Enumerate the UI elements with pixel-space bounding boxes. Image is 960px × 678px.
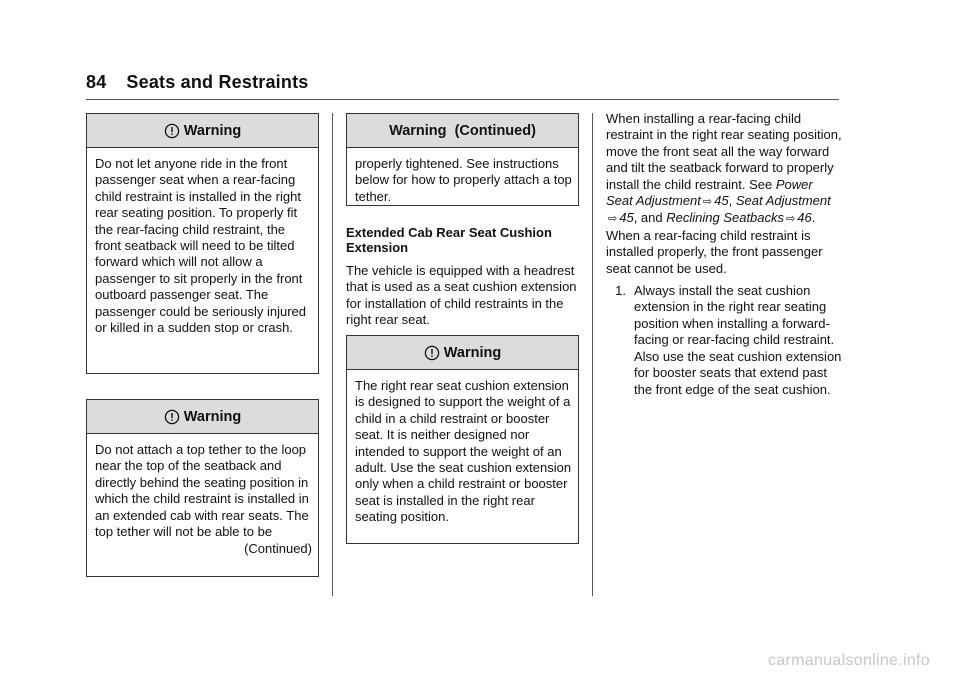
warning-body: properly tightened. See instructions below for how to properly attach a top tether. bbox=[355, 156, 572, 204]
warning-icon bbox=[164, 409, 180, 425]
ref-arrow-icon: ⇨ bbox=[608, 213, 618, 226]
intro-text: When installing a rear-facing child restraint in the right rear seating position, move the front seat all the way forward and tilt the seatback forward to properly install the child restraint. See bbox=[606, 111, 842, 192]
after-text: When a rear-facing child restraint is installed properly, the front passenger seat cannot be used. bbox=[606, 227, 823, 276]
ref-link-power-seat[interactable]: Power Seat Adjustment bbox=[606, 176, 813, 209]
ref-page-3[interactable]: 46 bbox=[797, 210, 812, 226]
page-header bbox=[86, 72, 309, 93]
warning-box-top-tether bbox=[86, 399, 319, 577]
page-number: 84 bbox=[86, 72, 107, 92]
section-paragraph: The vehicle is equipped with a headrest that is used as a seat cushion extension for installation of child restraints in the right rear seat. bbox=[346, 263, 577, 328]
column-divider-2 bbox=[592, 113, 593, 596]
ref-link-seat-adjustment[interactable]: Seat Adjustment bbox=[735, 193, 831, 209]
header-rule bbox=[86, 99, 839, 100]
warning-icon bbox=[424, 345, 440, 361]
list-item bbox=[606, 283, 842, 398]
continued-label: (Continued) bbox=[244, 541, 312, 557]
steps-list bbox=[606, 283, 842, 398]
warning-header bbox=[87, 400, 318, 434]
ref-page-1[interactable]: 45 bbox=[714, 193, 729, 209]
warning-box-cushion bbox=[346, 335, 579, 544]
column-divider-1 bbox=[332, 113, 333, 596]
intro-paragraph: When installing a rear-facing child restraint in the right rear seating position, move the front seat all the way forward and tilt the seatback forward to properly install the child restraint. See Power Seat Adjustment ⇨ 45, Seat Adjustment ⇨ 45, and Reclining Seatbacks ⇨ 46. When a rear-facing child restraint is installed properly, the front passenger seat cannot be used. bbox=[606, 111, 842, 276]
watermark: carmanualsonline.info bbox=[768, 652, 930, 669]
warning-body-wrap bbox=[87, 434, 318, 563]
warning-title: Warning bbox=[183, 122, 242, 139]
step-text: Always install the seat cushion extension in the right rear seating position when installing a forward-facing or rear-facing child restraint. Also use the seat cushion extension for booster seats that extend past the front edge of the seat cushion. bbox=[634, 283, 842, 397]
ref-arrow-icon: ⇨ bbox=[702, 196, 713, 209]
section-subheading: Extended Cab Rear Seat Cushion Extension bbox=[346, 225, 552, 255]
warning-body: Do not attach a top tether to the loop near the top of the seatback and directly behind the seating position in which the child restraint is installed in an extended cab with rear seats. The top tether will not be able to be bbox=[95, 442, 309, 540]
warning-box-passenger bbox=[86, 113, 319, 374]
warning-header bbox=[347, 336, 578, 370]
and-word: , and bbox=[633, 210, 663, 226]
warning-body: Do not let anyone ride in the front passenger seat when a rear-facing child restraint is installed in the right rear seating position. To properly fit the rear-facing child restraint, the front seatback will need to be tilted forward which will not allow a passenger to sit properly in the front outboard passenger seat. The passenger could be seriously injured or killed in a sudden stop or crash. bbox=[95, 156, 307, 336]
warning-title: Warning (Continued) bbox=[389, 122, 536, 139]
warning-title: Warning bbox=[443, 344, 502, 361]
warning-body: The right rear seat cushion extension is designed to support the weight of a child in a child restraint or booster seat. It is neither designed nor intended to support the weight of an adult. Use the seat cushion extension only when a child restraint or booster seat is installed in the right rear seating position. bbox=[355, 378, 572, 525]
cushion-extension-section bbox=[346, 225, 582, 329]
warning-header bbox=[87, 114, 318, 148]
ref-arrow-icon: ⇨ bbox=[786, 213, 796, 226]
ref-page-2[interactable]: 45 bbox=[619, 210, 634, 226]
warning-box-continued bbox=[346, 113, 579, 206]
section-title: Seats and Restraints bbox=[126, 72, 309, 92]
warning-header bbox=[347, 114, 578, 148]
step-number: 1. bbox=[615, 283, 626, 299]
ref-link-reclining[interactable]: Reclining Seatbacks bbox=[666, 210, 785, 226]
install-instructions bbox=[606, 111, 842, 398]
warning-title: Warning bbox=[183, 408, 242, 425]
warning-icon bbox=[164, 123, 180, 139]
